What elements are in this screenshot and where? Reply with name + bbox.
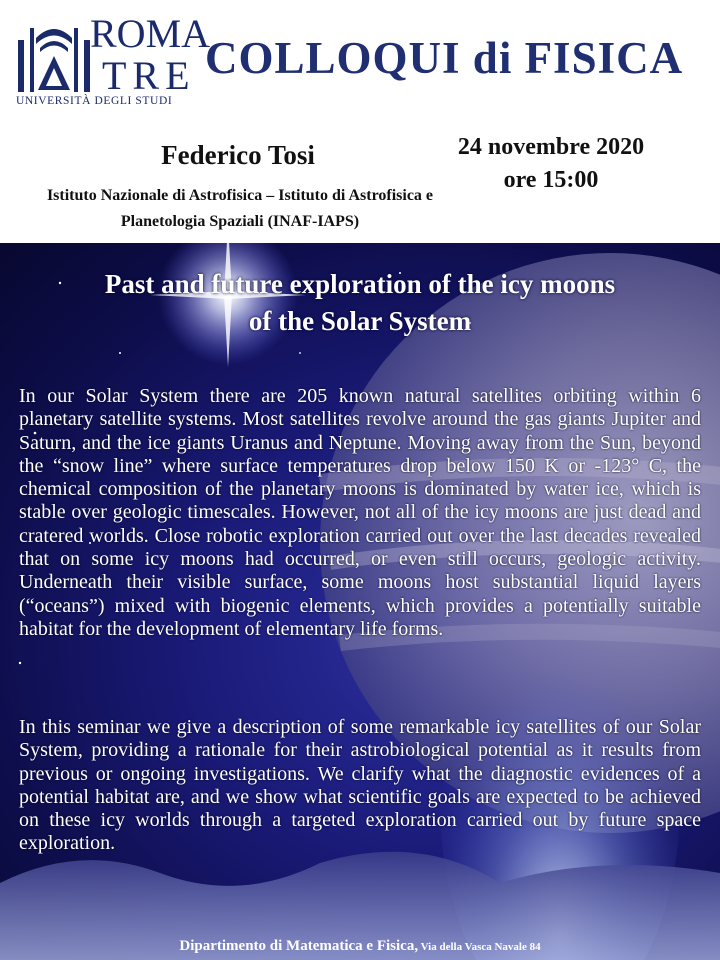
- logo-subtitle: UNIVERSITÀ DEGLI STUDI: [16, 95, 173, 107]
- speaker-affiliation: Istituto Nazionale di Astrofisica – Istituto di Astrofisica e Planetologia Spaziali (INAF-IAPS): [46, 187, 434, 230]
- event-date: 24 novembre 2020: [457, 134, 645, 160]
- poster-header: [0, 0, 720, 243]
- footer-address: Via della Vasca Navale 84: [418, 941, 541, 953]
- arch-logo-icon: [14, 18, 94, 96]
- talk-title-line-1: Past and future exploration of the icy moons: [104, 269, 616, 299]
- footer: [0, 937, 720, 955]
- abstract-paragraph-2: In this seminar we give a description of some remarkable icy satellites of our Solar System, providing a rationale for their astrobiological potential as it results from previous or ongoing investigations. We clarify what the diagnostic evidences of a potential habitat are, and we show what scientific goals are expected to be achieved on these icy worlds through a targeted exploration carried out by future space exploration.: [19, 716, 701, 855]
- logo-roma-text: ROMA: [90, 11, 211, 56]
- event-time: ore 15:00: [503, 167, 599, 193]
- talk-title-line-2: of the Solar System: [248, 306, 472, 336]
- abstract-paragraph-1: In our Solar System there are 205 known natural satellites orbiting within 6 planetary satellite systems. Most satellites revolve around the gas giants Jupiter and Saturn, and the ice giants Uranus and Neptune. Moving away from the Sun, beyond the “snow line” where surface temperatures drop below 150 K or -123° C, the chemical composition of the planetary moons is dominated by water ice, which is stable over geologic timescales. However, not all of the icy moons are just dead and cratered worlds. Close robotic exploration carried out over the last decades revealed that on some icy moons had occurred, or even still occurs, geologic activity. Underneath their visible surface, some moons host substantial liquid layers (“oceans”) mixed with biogenic elements, which provides a potentially suitable habitat for the development of elementary life forms.: [19, 385, 701, 640]
- logo-tre-text: TRE: [102, 53, 196, 98]
- university-logo: [14, 11, 211, 110]
- footer-department: Dipartimento di Matematica e Fisica,: [179, 938, 419, 954]
- talk-title: [20, 266, 700, 340]
- speaker-name: Federico Tosi: [161, 140, 315, 170]
- series-title: COLLOQUI di FISICA: [205, 33, 684, 83]
